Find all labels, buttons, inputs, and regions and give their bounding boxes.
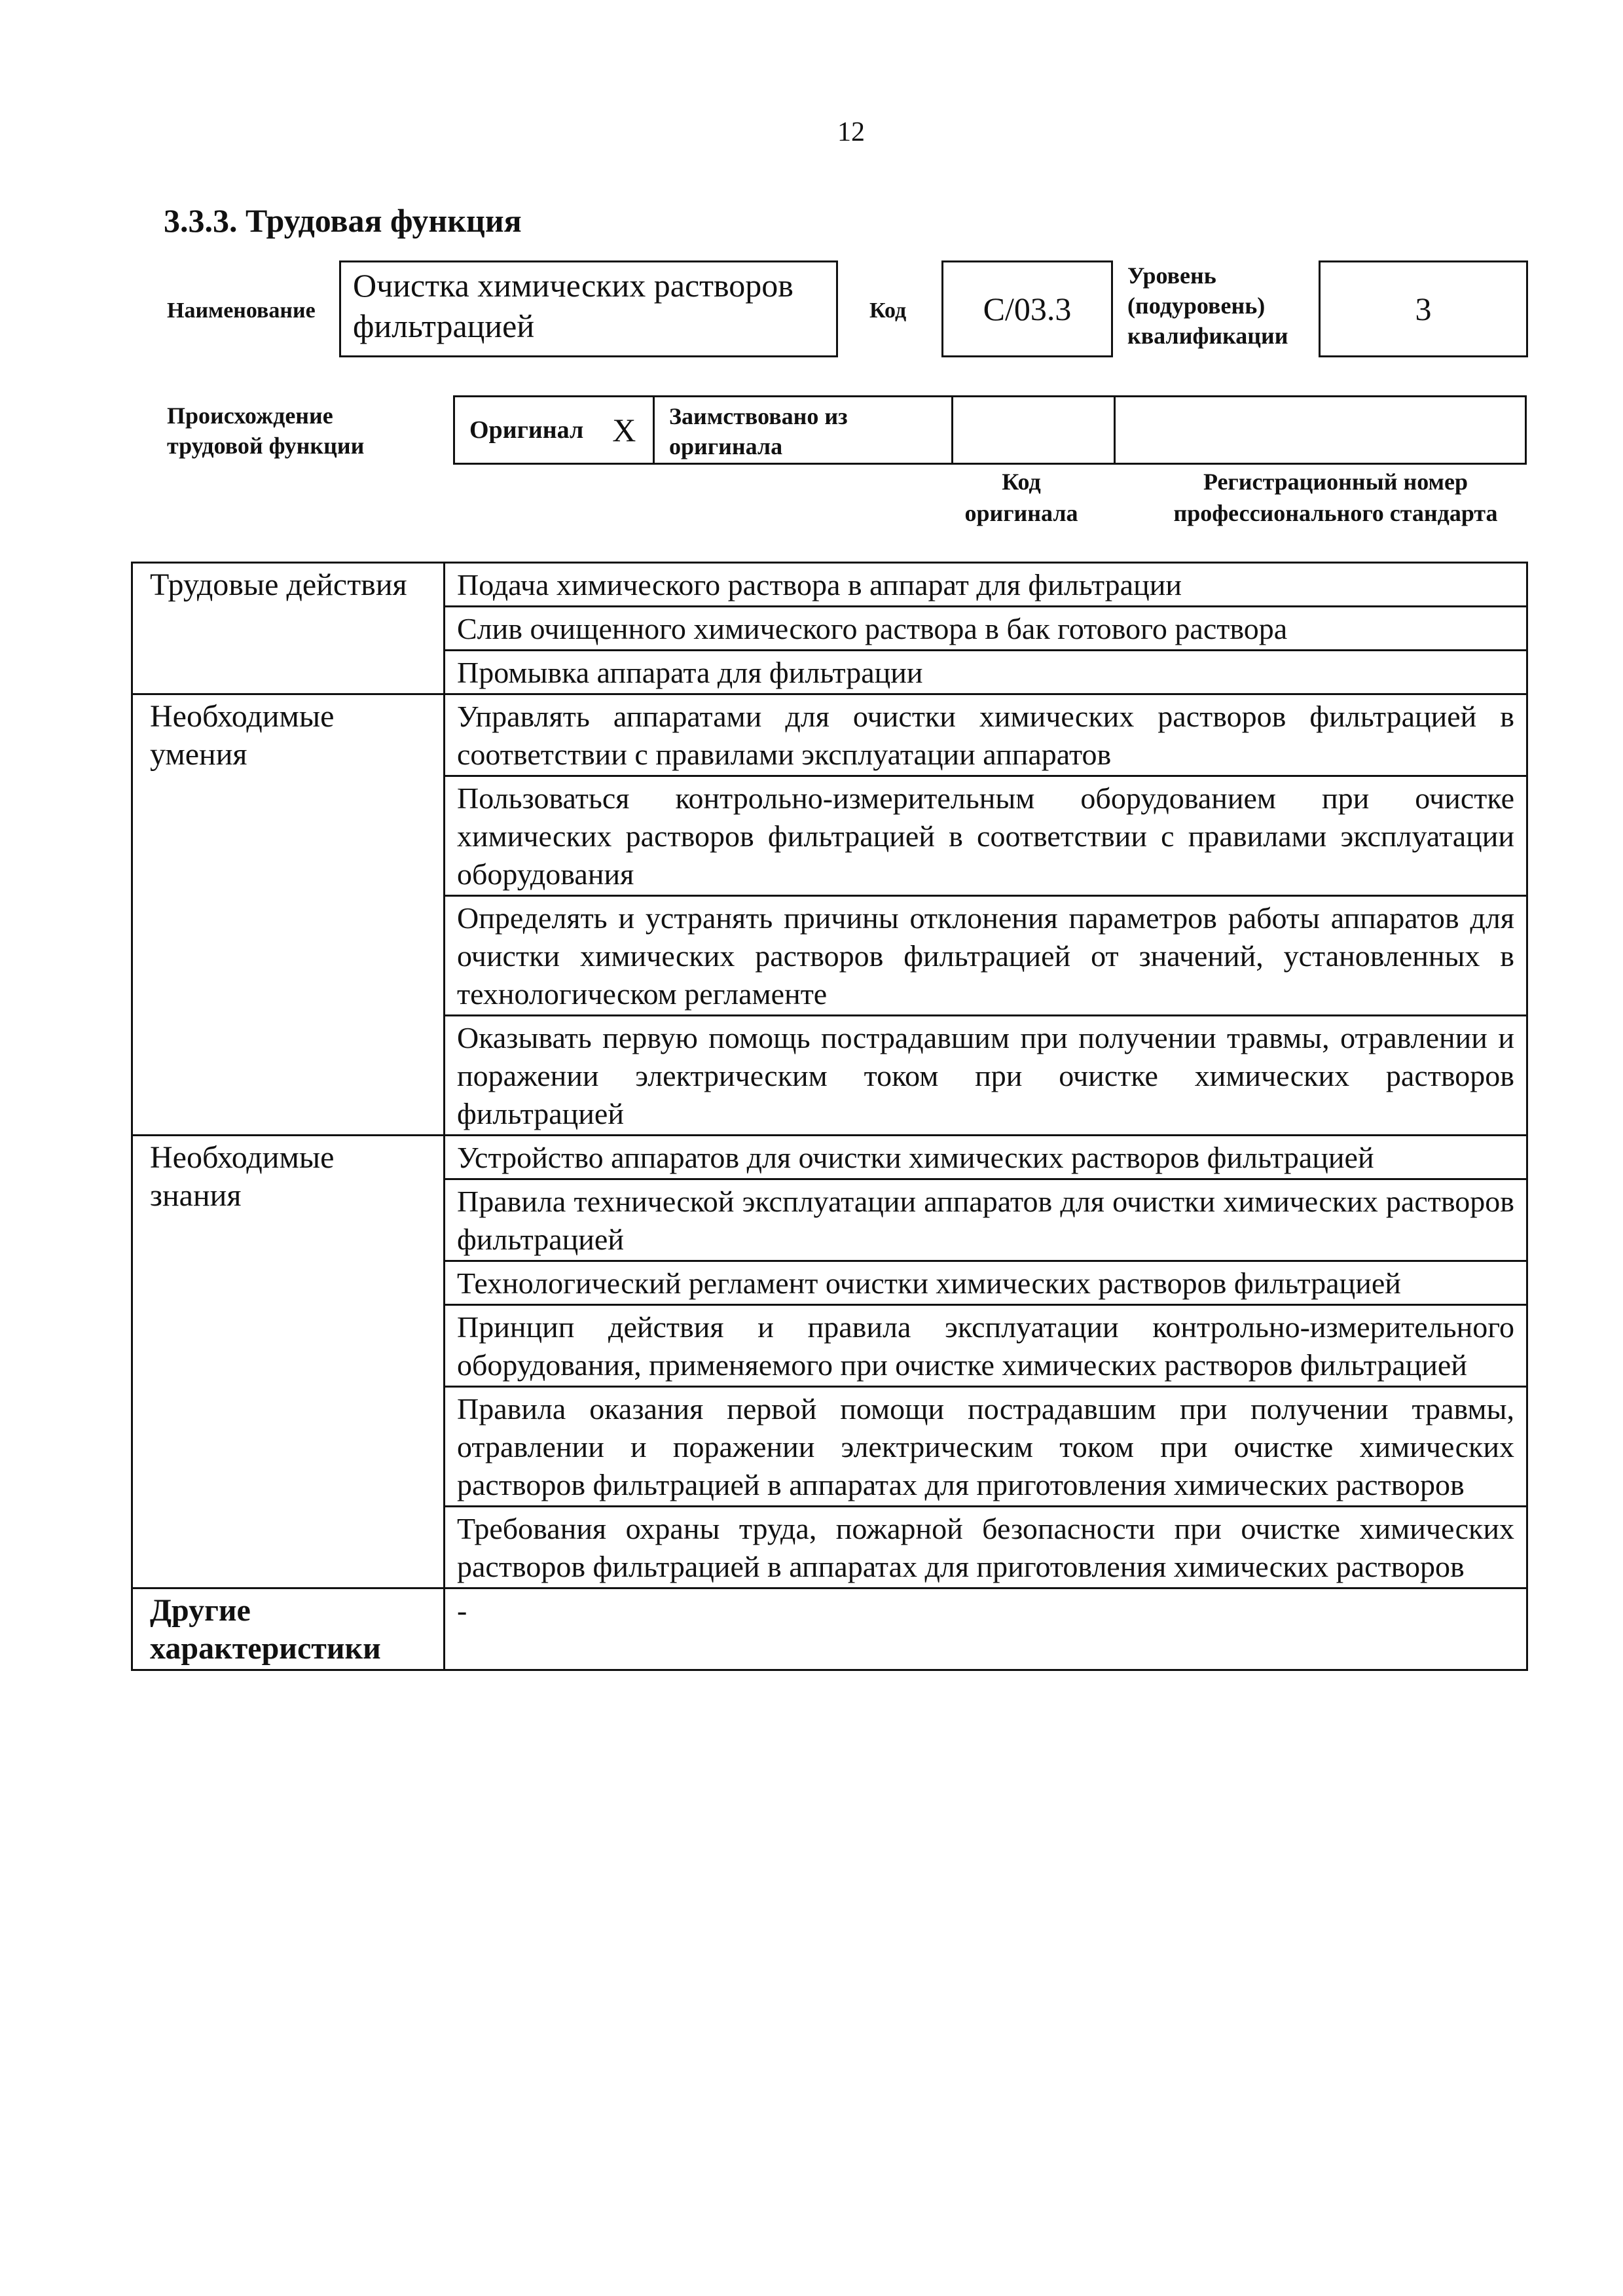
section-title: 3.3.3. Трудовая функция	[164, 202, 522, 239]
skill-item: Управлять аппаратами для очистки химических растворов фильтрацией в соответствии с правилами эксплуатации аппаратов	[445, 694, 1527, 776]
original-code-cell	[953, 397, 1116, 463]
skill-item: Оказывать первую помощь пострадавшим при получении травмы, отравлении и поражении электрическим током при очистке химических растворов фильтрацией	[445, 1016, 1527, 1136]
knowledge-title: Необходимые знания	[132, 1136, 445, 1588]
knowledge-item: Технологический регламент очистки химических растворов фильтрацией	[445, 1261, 1527, 1305]
knowledge-item: Устройство аппаратов для очистки химических растворов фильтрацией	[445, 1136, 1527, 1179]
original-cell	[455, 397, 655, 463]
name-label: Наименование	[167, 298, 316, 323]
actions-title: Трудовые действия	[132, 563, 445, 694]
function-table	[131, 562, 1528, 1671]
knowledge-item: Правила технической эксплуатации аппаратов для очистки химических растворов фильтрацией	[445, 1179, 1527, 1261]
level-value: 3	[1319, 260, 1528, 357]
name-value: Очистка химических растворов фильтрацией	[339, 260, 838, 357]
table-row	[132, 694, 1527, 776]
action-item: Подача химического раствора в аппарат для фильтрации	[445, 563, 1527, 607]
skills-title: Необходимые умения	[132, 694, 445, 1136]
origin-label: Происхождение трудовой функции	[167, 403, 365, 459]
other-value: -	[445, 1588, 1527, 1670]
table-row	[132, 563, 1527, 607]
knowledge-item: Правила оказания первой помощи пострадавшим при получении травмы, отравлении и поражении электрическим током при очистке химических растворов фильтрацией в аппаратах для приготовления химических растворов	[445, 1387, 1527, 1507]
action-item: Слив очищенного химического раствора в бак готового раствора	[445, 607, 1527, 651]
table-row	[132, 1588, 1527, 1670]
origin-row	[453, 395, 1527, 465]
knowledge-item: Требования охраны труда, пожарной безопасности при очистке химических растворов фильтрацией в аппаратах для приготовления химических растворов	[445, 1507, 1527, 1588]
action-item: Промывка аппарата для фильтрации	[445, 651, 1527, 694]
knowledge-item: Принцип действия и правила эксплуатации контрольно-измерительного оборудования, применяемого при очистке химических растворов фильтрацией	[445, 1305, 1527, 1387]
original-label: Оригинал	[469, 416, 584, 444]
original-mark: X	[612, 412, 636, 448]
original-code-caption: Код оригинала	[964, 469, 1078, 526]
other-title: Другие характеристики	[132, 1588, 445, 1670]
table-row	[132, 1136, 1527, 1179]
code-label: Код	[869, 298, 907, 323]
code-value: С/03.3	[941, 260, 1113, 357]
skill-item: Пользоваться контрольно-измерительным оборудованием при очистке химических растворов фильтрацией в соответствии с правилами эксплуатации оборудования	[445, 776, 1527, 896]
reg-number-cell	[1116, 397, 1525, 463]
level-label: Уровень (подуровень) квалификации	[1127, 262, 1288, 349]
borrowed-label: Заимствовано из оригинала	[655, 397, 953, 463]
page-number: 12	[837, 117, 865, 147]
skill-item: Определять и устранять причины отклонения параметров работы аппаратов для очистки химических растворов фильтрацией от значений, установленных в технологическом регламенте	[445, 896, 1527, 1016]
reg-number-caption: Регистрационный номер профессионального стандарта	[1173, 469, 1498, 526]
